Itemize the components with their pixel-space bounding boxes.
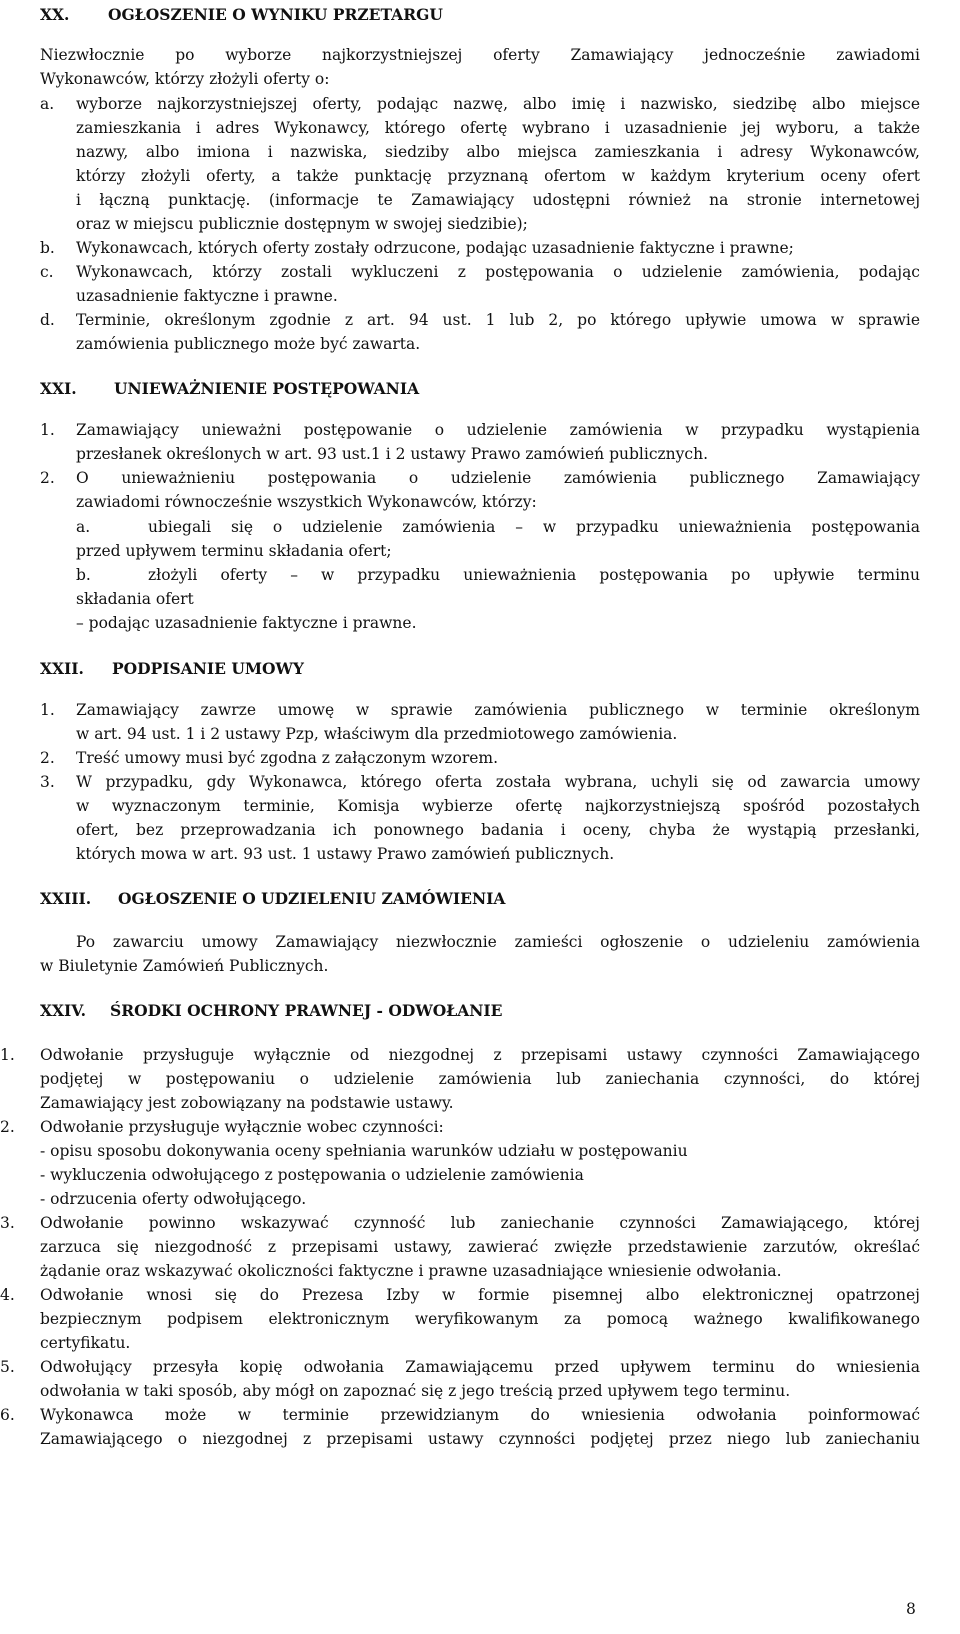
list-marker: d. [40, 311, 55, 329]
list-item-line: odwołania w taki sposób, aby mógł on zapoznać się z jego treścią przed upływem tego terminu. [40, 1382, 791, 1400]
list-marker: 6. [0, 1406, 15, 1424]
list-marker: 5. [0, 1358, 15, 1376]
section-23-number: XXIII. [40, 889, 92, 908]
section-22-heading: PODPISANIE UMOWY [112, 659, 305, 678]
list-item-line: Zamawiający zawrze umowę w sprawie zamówienia publicznego w terminie określonym [76, 701, 920, 719]
list-item-line: zarzuca się niezgodność z przepisami ustawy, zawierać zwięzłe przedstawienie zarzutów, określać [40, 1238, 920, 1256]
list-item-line: złożyli oferty – w przypadku unieważnienia postępowania po upływie terminu [148, 566, 920, 584]
list-item-line: W przypadku, gdy Wykonawca, którego oferta została wybrana, uchyli się od zawarcia umowy [76, 773, 920, 791]
list-item-line: zawiadomi równocześnie wszystkich Wykonawców, którzy: [76, 493, 537, 511]
list-item-line: nazwy, albo imiona i nazwiska, siedziby albo miejsca zamieszkania i adresy Wykonawców, [76, 143, 920, 161]
list-marker: 3. [40, 773, 55, 791]
list-item-line: których mowa w art. 93 ust. 1 ustawy Prawo zamówień publicznych. [76, 845, 615, 863]
list-item-line: Zamawiający unieważni postępowanie o udzielenie zamówienia w przypadku wystąpienia [76, 421, 920, 439]
list-marker: a. [76, 518, 91, 536]
list-marker: b. [40, 239, 55, 257]
list-item-line: bezpiecznym podpisem elektronicznym weryfikowanym za pomocą ważnego kwalifikowanego [40, 1310, 920, 1328]
list-item-line: certyfikatu. [40, 1334, 131, 1352]
list-item-line: zamówienia publicznego może być zawarta. [76, 335, 421, 353]
list-marker: 3. [0, 1214, 15, 1232]
list-item-line: Odwołanie przysługuje wyłącznie od niezgodnej z przepisami ustawy czynności Zamawiającego [40, 1046, 920, 1064]
list-item-line: O unieważnieniu postępowania o udzielenie zamówienia publicznego Zamawiający [76, 469, 920, 487]
section-22-number: XXII. [40, 659, 84, 678]
list-item-line: przed upływem terminu składania ofert; [76, 542, 392, 560]
section-21-number: XXI. [40, 379, 77, 398]
list-item-line: przesłanek określonych w art. 93 ust.1 i 2 ustawy Prawo zamówień publicznych. [76, 445, 709, 463]
list-item-line: uzasadnienie faktyczne i prawne. [76, 287, 338, 305]
list-item-line: Wykonawcach, których oferty zostały odrzucone, podając uzasadnienie faktyczne i prawne; [76, 239, 794, 257]
list-item-line: składania ofert [76, 590, 194, 608]
section-23-heading: OGŁOSZENIE O UDZIELENIU ZAMÓWIENIA [118, 889, 506, 908]
section-20-number: XX. [40, 5, 70, 24]
list-item-line: Odwołanie wnosi się do Prezesa Izby w formie pisemnej albo elektronicznej opatrzonej [40, 1286, 920, 1304]
list-marker: 1. [0, 1046, 15, 1064]
list-marker: 4. [0, 1286, 15, 1304]
list-item-line: Zamawiający jest zobowiązany na podstawie ustawy. [40, 1094, 454, 1112]
list-item-line: Treść umowy musi być zgodna z załączonym wzorem. [76, 749, 499, 767]
list-marker: 2. [40, 469, 55, 487]
list-marker: 1. [40, 421, 55, 439]
list-marker: 1. [40, 701, 55, 719]
list-item-line: zamieszkania i adres Wykonawcy, którego ofertę wybrano i uzasadnienie jej wyboru, a także [76, 119, 920, 137]
list-item-line: Zamawiającego o niezgodnej z przepisami ustawy czynności podjętej przez niego lub zaniechaniu [40, 1430, 920, 1448]
list-item-line: ofert, bez przeprowadzania ich ponownego badania i oceny, chyba że wystąpią przesłanki, [76, 821, 920, 839]
list-marker: b. [76, 566, 91, 584]
list-item-line: – podając uzasadnienie faktyczne i prawne. [76, 614, 417, 632]
section-20-intro-line: Wykonawców, którzy złożyli oferty o: [40, 70, 330, 88]
list-item-line: oraz w miejscu publicznie dostępnym w swojej siedzibie); [76, 215, 528, 233]
list-item-line: którzy złożyli oferty, a także punktację przyznaną ofertom w każdym kryterium oceny ofert [76, 167, 920, 185]
section-24-heading: ŚRODKI OCHRONY PRAWNEJ - ODWOŁANIE [110, 1001, 503, 1020]
list-item-line: w wyznaczonym terminie, Komisja wybierze ofertę najkorzystniejszą spośród pozostałych [76, 797, 920, 815]
list-item-line: - odrzucenia oferty odwołującego. [40, 1190, 307, 1208]
list-item-line: Odwołanie przysługuje wyłącznie wobec czynności: [40, 1118, 444, 1136]
list-item-line: Odwołanie powinno wskazywać czynność lub zaniechanie czynności Zamawiającego, której [40, 1214, 920, 1232]
section-20-heading: OGŁOSZENIE O WYNIKU PRZETARGU [108, 5, 443, 24]
list-item-line: - opisu sposobu dokonywania oceny spełniania warunków udziału w postępowaniu [40, 1142, 688, 1160]
section-21-heading: UNIEWAŻNIENIE POSTĘPOWANIA [114, 379, 420, 398]
list-marker: a. [40, 95, 55, 113]
list-item-line: Odwołujący przesyła kopię odwołania Zamawiającemu przed upływem terminu do wniesienia [40, 1358, 920, 1376]
section-24-number: XXIV. [40, 1001, 87, 1020]
list-item-line: ubiegali się o udzielenie zamówienia – w przypadku unieważnienia postępowania [148, 518, 920, 536]
list-item-line: Wykonawca może w terminie przewidzianym do wniesienia odwołania poinformować [40, 1406, 920, 1424]
paragraph-line: Po zawarciu umowy Zamawiający niezwłocznie zamieści ogłoszenie o udzieleniu zamówienia [76, 933, 920, 951]
list-marker: c. [40, 263, 54, 281]
section-20-intro-line: Niezwłocznie po wyborze najkorzystniejszej oferty Zamawiający jednocześnie zawiadomi [40, 46, 920, 64]
paragraph-line: w Biuletynie Zamówień Publicznych. [40, 957, 329, 975]
list-marker: 2. [40, 749, 55, 767]
list-item-line: Wykonawcach, którzy zostali wykluczeni z postępowania o udzielenie zamówienia, podając [76, 263, 920, 281]
page-number: 8 [906, 1600, 916, 1618]
list-item-line: w art. 94 ust. 1 i 2 ustawy Pzp, właściwym dla przedmiotowego zamówienia. [76, 725, 678, 743]
list-item-line: podjętej w postępowaniu o udzielenie zamówienia lub zaniechania czynności, do której [40, 1070, 920, 1088]
list-item-line: wyborze najkorzystniejszej oferty, podając nazwę, albo imię i nazwisko, siedzibę albo miejsce [76, 95, 920, 113]
list-item-line: - wykluczenia odwołującego z postępowania o udzielenie zamówienia [40, 1166, 584, 1184]
list-marker: 2. [0, 1118, 15, 1136]
list-item-line: żądanie oraz wskazywać okoliczności faktyczne i prawne uzasadniające wniesienie odwołania. [40, 1262, 782, 1280]
list-item-line: i łączną punktację. (informacje te Zamawiający udostępni również na stronie internetowej [76, 191, 920, 209]
list-item-line: Terminie, określonym zgodnie z art. 94 ust. 1 lub 2, po którego upływie umowa w sprawie [76, 311, 920, 329]
